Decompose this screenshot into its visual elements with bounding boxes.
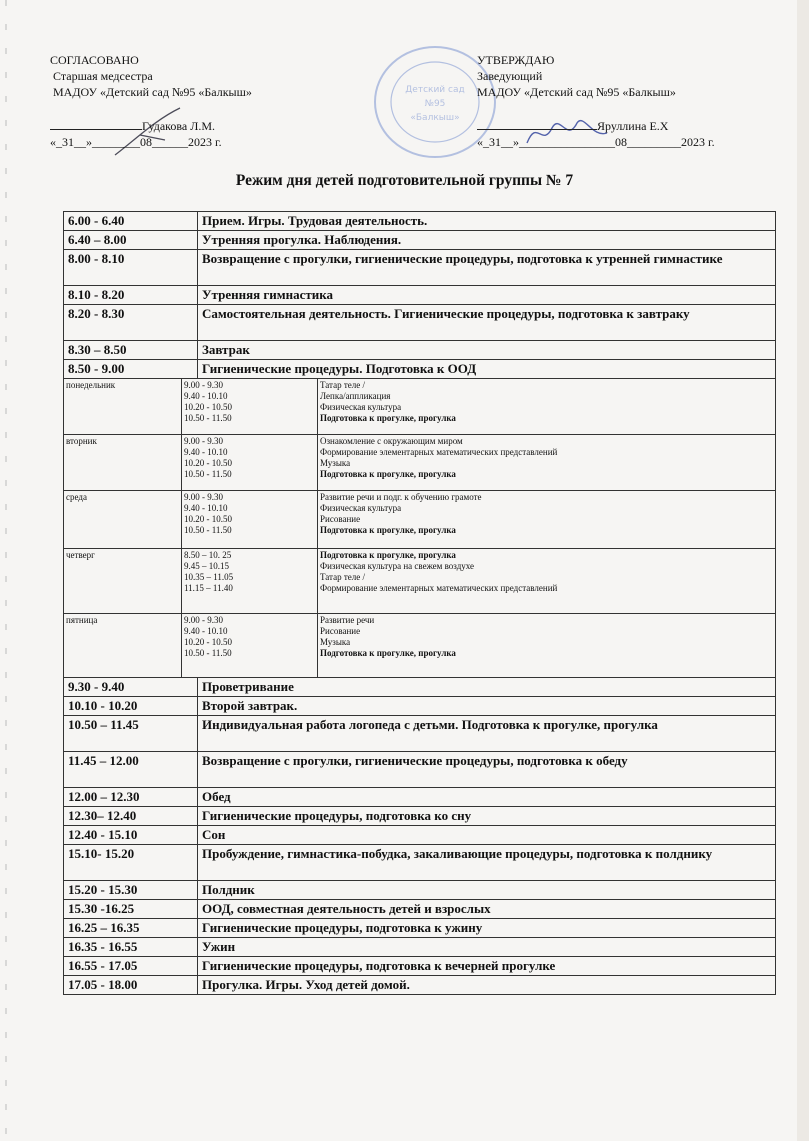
schedule-activity: Прогулка. Игры. Уход детей домой. <box>198 976 776 995</box>
svg-text:№95: №95 <box>424 99 446 109</box>
approval-right-name: Яруллина Е.Х <box>597 119 669 133</box>
schedule-row <box>64 788 776 807</box>
weekday-row <box>64 614 776 678</box>
schedule-row <box>64 900 776 919</box>
schedule-activity: Ужин <box>198 938 776 957</box>
weekday-activity: Рисование <box>320 514 361 524</box>
weekday-time: 9.40 - 10.10 <box>184 503 228 513</box>
weekday-activity: Формирование элементарных математических представлений <box>320 583 558 593</box>
weekday-activity: Лепка/аппликация <box>320 391 391 401</box>
weekday-activity: Музыка <box>320 458 351 468</box>
schedule-time: 10.50 – 11.45 <box>64 716 198 752</box>
weekday-time: 10.20 - 10.50 <box>184 637 232 647</box>
weekday-walk: Подготовка к прогулке, прогулка <box>320 648 456 658</box>
weekday-name: среда <box>64 491 182 548</box>
weekday-activity: Развитие речи и подг. к обучению грамоте <box>320 492 482 502</box>
weekday-time: 9.40 - 10.10 <box>184 626 228 636</box>
schedule-time: 12.00 – 12.30 <box>64 788 198 807</box>
schedule-activity: Второй завтрак. <box>198 697 776 716</box>
weekday-time: 9.40 - 10.10 <box>184 447 228 457</box>
schedule-row <box>64 976 776 995</box>
schedule-time: 8.00 - 8.10 <box>64 250 198 286</box>
schedule-activity: Обед <box>198 788 776 807</box>
weekday-walk: Подготовка к прогулке, прогулка <box>320 525 456 535</box>
weekday-activity: Ознакомление с окружающим миром <box>320 436 463 446</box>
weekday-grid <box>64 491 775 548</box>
weekday-row <box>64 435 776 491</box>
weekday-cell <box>64 379 776 435</box>
schedule-activity: ООД, совместная деятельность детей и взрослых <box>198 900 776 919</box>
schedule-activity: Полдник <box>198 881 776 900</box>
weekday-activities <box>318 549 775 613</box>
weekday-row <box>64 491 776 549</box>
schedule-activity: Завтрак <box>198 341 776 360</box>
approval-left-block <box>50 52 252 150</box>
weekday-activity: Физическая культура <box>320 503 402 513</box>
schedule-activity: Утренняя прогулка. Наблюдения. <box>198 231 776 250</box>
schedule-time: 15.10- 15.20 <box>64 845 198 881</box>
schedule-time: 15.30 -16.25 <box>64 900 198 919</box>
weekday-time: 8.50 – 10. 25 <box>184 550 232 560</box>
schedule-row <box>64 957 776 976</box>
weekday-times <box>182 435 318 490</box>
schedule-activity: Гигиенические процедуры, подготовка к вечерней прогулке <box>198 957 776 976</box>
schedule-time: 9.30 - 9.40 <box>64 678 198 697</box>
schedule-row <box>64 360 776 379</box>
schedule-time: 8.20 - 8.30 <box>64 305 198 341</box>
schedule-time: 12.40 - 15.10 <box>64 826 198 845</box>
schedule-row <box>64 845 776 881</box>
schedule-row <box>64 919 776 938</box>
approval-right-date: «_31__»________________08_________2023 г. <box>477 135 715 149</box>
weekday-activity: Татар теле / <box>320 572 365 582</box>
schedule-time: 16.55 - 17.05 <box>64 957 198 976</box>
weekday-row <box>64 549 776 614</box>
weekday-time: 10.50 - 11.50 <box>184 413 232 423</box>
schedule-row <box>64 697 776 716</box>
weekday-activity: Рисование <box>320 626 361 636</box>
weekday-times <box>182 549 318 613</box>
weekday-cell <box>64 549 776 614</box>
schedule-time: 10.10 - 10.20 <box>64 697 198 716</box>
weekday-time: 11.15 – 11.40 <box>184 583 233 593</box>
weekday-activities <box>318 379 775 434</box>
schedule-row <box>64 678 776 697</box>
weekday-walk: Подготовка к прогулке, прогулка <box>320 469 456 479</box>
weekday-grid <box>64 549 775 613</box>
weekday-time: 10.20 - 10.50 <box>184 514 232 524</box>
schedule-activity: Возвращение с прогулки, гигиенические процедуры, подготовка к утренней гимнастике <box>198 250 776 286</box>
weekday-activities <box>318 491 775 548</box>
weekday-time: 10.50 - 11.50 <box>184 469 232 479</box>
weekday-activity: Физическая культура на свежем воздухе <box>320 561 475 571</box>
schedule-time: 11.45 – 12.00 <box>64 752 198 788</box>
schedule-activity: Индивидуальная работа логопеда с детьми. Подготовка к прогулке, прогулка <box>198 716 776 752</box>
approval-left-name: Гудакова Л.М. <box>142 119 216 133</box>
weekday-activities <box>318 614 775 677</box>
weekday-time: 9.00 - 9.30 <box>184 492 223 502</box>
schedule-time: 6.40 – 8.00 <box>64 231 198 250</box>
weekday-name: четверг <box>64 549 182 613</box>
schedule-activity: Прием. Игры. Трудовая деятельность. <box>198 212 776 231</box>
schedule-time: 17.05 - 18.00 <box>64 976 198 995</box>
approval-left-date: «_31__»________08______2023 г. <box>50 135 222 149</box>
weekday-grid <box>64 614 775 677</box>
weekday-time: 9.40 - 10.10 <box>184 391 228 401</box>
weekday-activities <box>318 435 775 490</box>
schedule-time: 16.35 - 16.55 <box>64 938 198 957</box>
weekday-time: 9.00 - 9.30 <box>184 380 223 390</box>
approval-left-heading: СОГЛАСОВАНО <box>50 53 139 67</box>
weekday-time: 10.35 – 11.05 <box>184 572 234 582</box>
schedule-row <box>64 752 776 788</box>
schedule-row <box>64 938 776 957</box>
weekday-time: 9.45 – 10.15 <box>184 561 229 571</box>
weekday-activity: Развитие речи <box>320 615 375 625</box>
schedule-time: 16.25 – 16.35 <box>64 919 198 938</box>
weekday-activity: Физическая культура <box>320 402 402 412</box>
schedule-row <box>64 716 776 752</box>
weekday-name: пятница <box>64 614 182 677</box>
weekday-time: 9.00 - 9.30 <box>184 615 223 625</box>
schedule-time: 8.30 – 8.50 <box>64 341 198 360</box>
schedule-row <box>64 881 776 900</box>
svg-text:Детский сад: Детский сад <box>405 85 465 95</box>
weekday-row <box>64 379 776 435</box>
schedule-activity: Возвращение с прогулки, гигиенические процедуры, подготовка к обеду <box>198 752 776 788</box>
schedule-time: 8.50 - 9.00 <box>64 360 198 379</box>
schedule-activity: Сон <box>198 826 776 845</box>
schedule-activity: Гигиенические процедуры. Подготовка к ООД <box>198 360 776 379</box>
schedule-activity: Гигиенические процедуры, подготовка к ужину <box>198 919 776 938</box>
schedule-row <box>64 212 776 231</box>
schedule-row <box>64 305 776 341</box>
schedule-activity: Утренняя гимнастика <box>198 286 776 305</box>
weekday-time: 10.20 - 10.50 <box>184 458 232 468</box>
schedule-time: 8.10 - 8.20 <box>64 286 198 305</box>
schedule-activity: Самостоятельная деятельность. Гигиенические процедуры, подготовка к завтраку <box>198 305 776 341</box>
weekday-activity: Музыка <box>320 637 351 647</box>
weekday-activity: Татар теле / <box>320 380 365 390</box>
schedule-time: 15.20 - 15.30 <box>64 881 198 900</box>
approval-right-position: Заведующий <box>477 69 543 83</box>
weekday-name: понедельник <box>64 379 182 434</box>
schedule-row <box>64 231 776 250</box>
schedule-activity: Пробуждение, гимнастика-побудка, закаливающие процедуры, подготовка к полднику <box>198 845 776 881</box>
weekday-time: 10.50 - 11.50 <box>184 525 232 535</box>
schedule-row <box>64 286 776 305</box>
weekday-times <box>182 614 318 677</box>
approval-right-block <box>477 52 715 150</box>
schedule-activity: Проветривание <box>198 678 776 697</box>
weekday-walk: Подготовка к прогулке, прогулка <box>320 413 456 423</box>
approval-left-org: МАДОУ «Детский сад №95 «Балкыш» <box>53 85 252 99</box>
approval-right-org: МАДОУ «Детский сад №95 «Балкыш» <box>477 85 676 99</box>
weekday-time: 10.20 - 10.50 <box>184 402 232 412</box>
weekday-cell <box>64 435 776 491</box>
weekday-times <box>182 379 318 434</box>
weekday-time: 9.00 - 9.30 <box>184 436 223 446</box>
weekday-grid <box>64 435 775 490</box>
weekday-activity: Формирование элементарных математических представлений <box>320 447 558 457</box>
weekday-cell <box>64 614 776 678</box>
approval-right-heading: УТВЕРЖДАЮ <box>477 53 555 67</box>
weekday-name: вторник <box>64 435 182 490</box>
weekday-times <box>182 491 318 548</box>
svg-text:«Балкыш»: «Балкыш» <box>410 113 460 123</box>
schedule-row <box>64 826 776 845</box>
schedule-time: 6.00 - 6.40 <box>64 212 198 231</box>
page-title: Режим дня детей подготовительной группы № 7 <box>235 172 574 189</box>
schedule-row <box>64 341 776 360</box>
schedule-row <box>64 807 776 826</box>
schedule-row <box>64 250 776 286</box>
schedule-activity: Гигиенические процедуры, подготовка ко сну <box>198 807 776 826</box>
weekday-grid <box>64 379 775 434</box>
schedule-table <box>63 211 776 995</box>
weekday-walk: Подготовка к прогулке, прогулка <box>320 550 456 560</box>
schedule-time: 12.30– 12.40 <box>64 807 198 826</box>
weekday-cell <box>64 491 776 549</box>
approval-left-position: Старшая медсестра <box>53 69 153 83</box>
weekday-time: 10.50 - 11.50 <box>184 648 232 658</box>
